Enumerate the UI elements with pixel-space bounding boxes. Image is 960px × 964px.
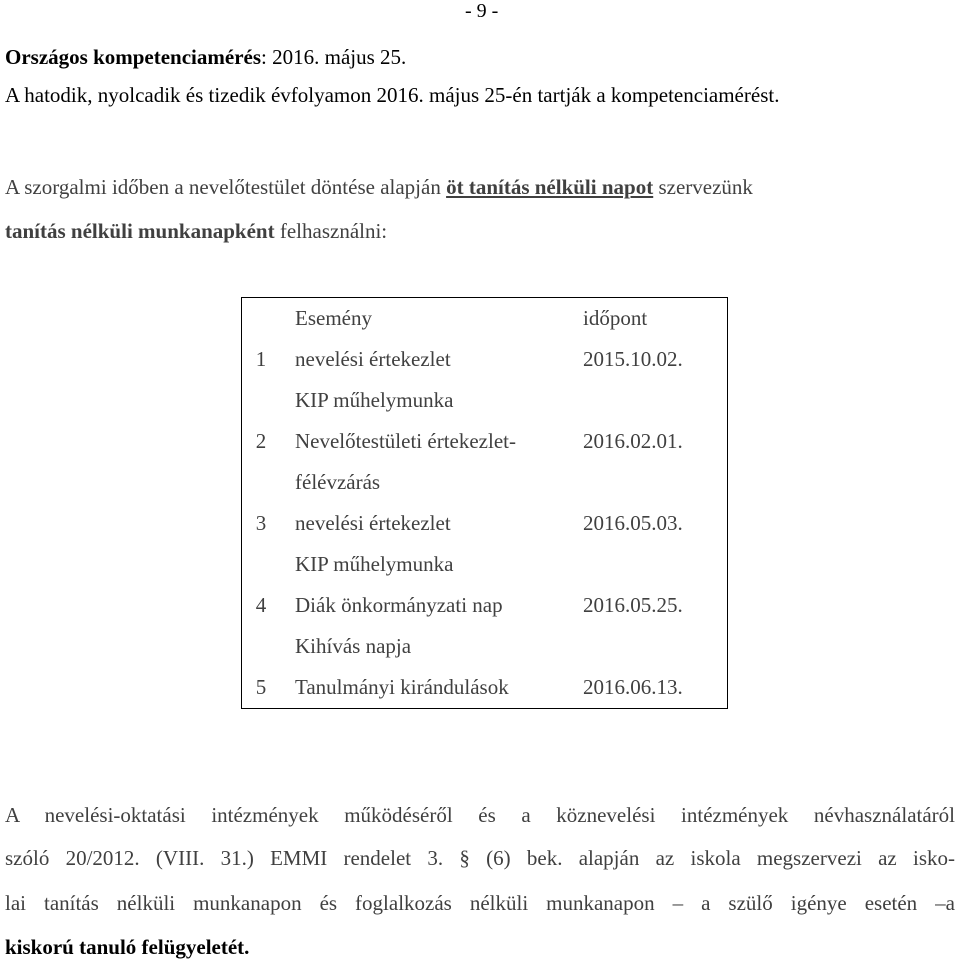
paragraph-line-2 [5, 219, 387, 244]
row-date: 2016.05.25. [583, 593, 683, 617]
row-event: Nevelőtestületi értekezlet- [295, 429, 516, 453]
paragraph-part1: A szorgalmi időben a nevelőtestület döntése alapján [5, 175, 447, 199]
row-num: 5 [255, 675, 267, 699]
row-event: nevelési értekezlet [295, 511, 451, 535]
header-date: időpont [583, 306, 648, 330]
table-row [242, 339, 728, 380]
row-num: 2 [255, 429, 267, 453]
table-row [242, 462, 728, 503]
header-num-cell [242, 298, 281, 340]
intro-line: A hatodik, nyolcadik és tizedik évfolyamon 2016. május 25-én tartják a kompetenciamérést. [5, 83, 780, 107]
row-event-line2: KIP műhelymunka [295, 552, 454, 576]
row-num: 1 [255, 347, 267, 371]
paragraph-bold: tanítás nélküli munkanapként [5, 219, 275, 243]
table-row [242, 667, 728, 709]
intro-heading [5, 45, 406, 70]
paragraph-part5: felhasználni: [274, 219, 388, 243]
row-event: Diák önkormányzati nap [295, 593, 503, 617]
intro-heading-date: : 2016. május 25. [261, 45, 407, 69]
row-date: 2015.10.02. [583, 347, 683, 371]
intro-heading-bold: Országos kompetenciamérés [5, 45, 262, 69]
row-num: 3 [255, 511, 267, 535]
closing-line-2: szóló 20/2012. (VIII. 31.) EMMI rendelet 3. § (6) bek. alapján az iskola megszervezi az isko- [5, 846, 955, 870]
header-event: Esemény [295, 306, 372, 330]
table-row [242, 421, 728, 462]
row-date: 2016.06.13. [583, 675, 683, 699]
closing-line-4: kiskorú tanuló felügyeletét. [5, 935, 250, 959]
row-num: 4 [255, 593, 267, 617]
table-row [242, 544, 728, 585]
closing-line-3: lai tanítás nélküli munkanapon és foglalkozás nélküli munkanapon – a szülő igénye esetén –a [5, 891, 955, 915]
events-table [241, 297, 728, 709]
row-event-line2: Kihívás napja [295, 634, 412, 658]
paragraph-line-1 [5, 175, 753, 200]
table-row [242, 503, 728, 544]
row-event: Tanulmányi kirándulások [295, 675, 509, 699]
page-number: - 9 - [465, 0, 499, 22]
closing-line-1: A nevelési-oktatási intézmények működéséről és a köznevelési intézmények névhasználatáról [5, 803, 955, 827]
table-row [242, 626, 728, 667]
row-event: nevelési értekezlet [295, 347, 451, 371]
paragraph-part3: szervezünk [653, 175, 753, 199]
table-header-row [242, 298, 728, 340]
table-row [242, 585, 728, 626]
row-date: 2016.02.01. [583, 429, 683, 453]
paragraph-highlight: öt tanítás nélküli napot [446, 175, 654, 199]
row-event-line2: félévzárás [295, 470, 381, 494]
table-row [242, 380, 728, 421]
row-date: 2016.05.03. [583, 511, 683, 535]
row-event-line2: KIP műhelymunka [295, 388, 454, 412]
